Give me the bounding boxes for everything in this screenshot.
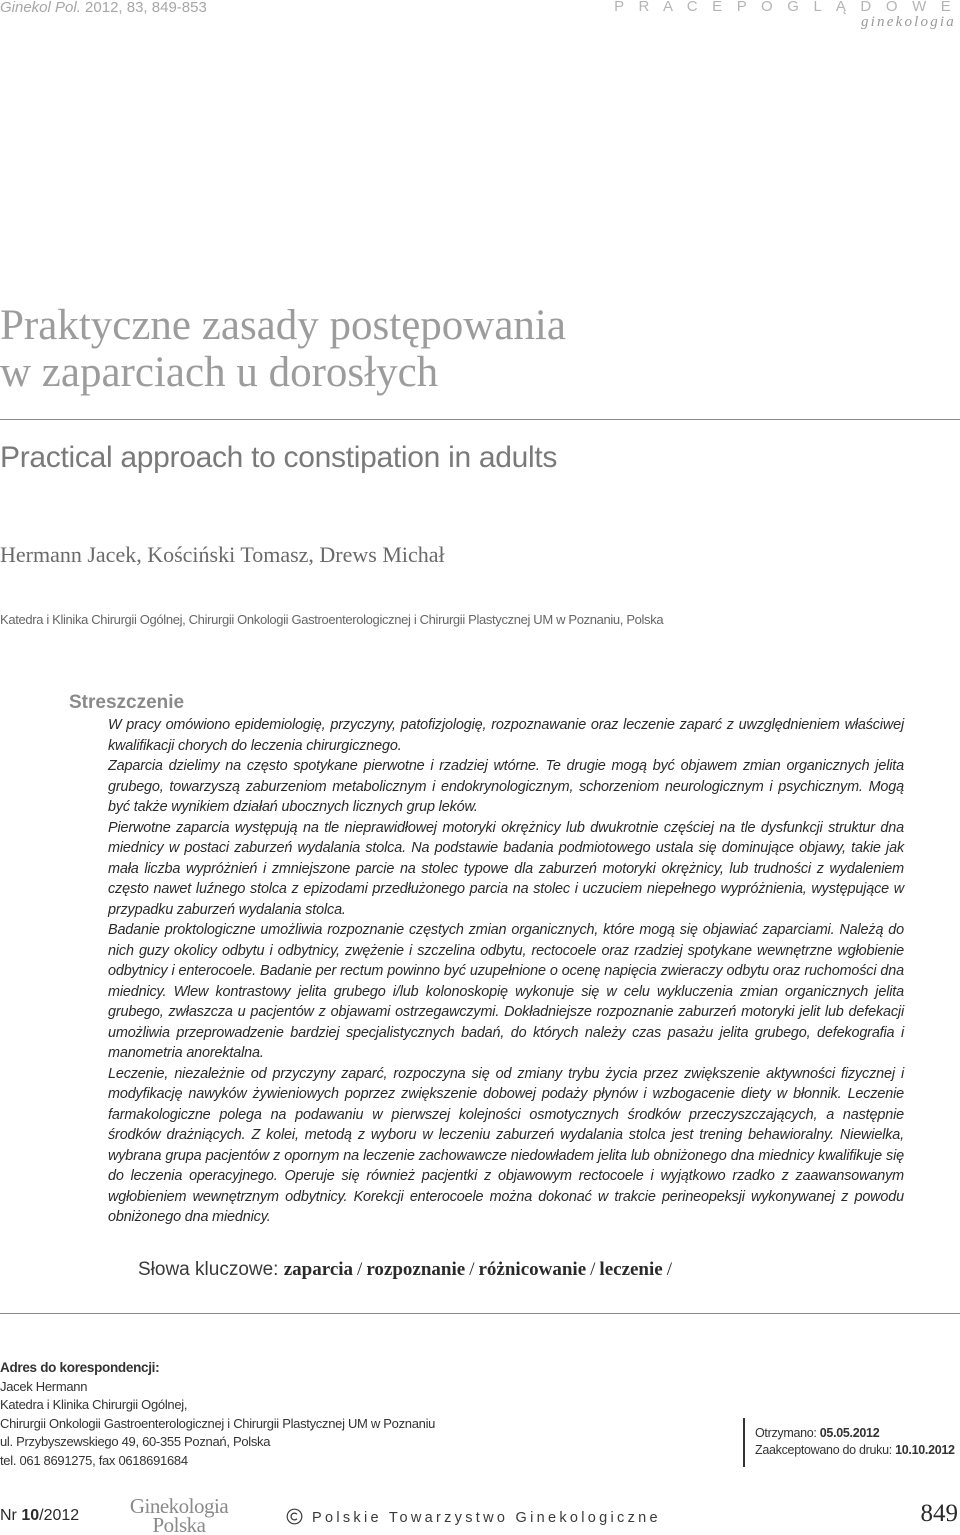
keyword-separator: / <box>357 1259 363 1280</box>
issue-prefix: Nr <box>0 1507 22 1524</box>
authors: Hermann Jacek, Kościński Tomasz, Drews Michał <box>0 542 445 567</box>
accepted-label: Zaakceptowano do druku: <box>755 1443 896 1457</box>
section-header <box>614 0 956 31</box>
keywords-divider <box>0 1313 960 1314</box>
society-name <box>286 1508 661 1526</box>
keyword-separator: / <box>469 1259 475 1280</box>
title-polish <box>0 302 900 396</box>
received-value: 05.05.2012 <box>819 1426 880 1440</box>
received-date <box>755 1425 955 1442</box>
keywords <box>138 1259 676 1281</box>
keyword: różnicowanie <box>478 1259 587 1280</box>
manuscript-dates <box>755 1425 955 1459</box>
keyword: rozpoznanie <box>366 1259 466 1280</box>
abstract-body <box>108 715 904 1228</box>
page-number: 849 <box>920 1500 958 1527</box>
keywords-label: Słowa kluczowe: <box>138 1259 284 1280</box>
keyword-separator: / <box>666 1259 672 1280</box>
dates-bar <box>743 1418 745 1467</box>
received-label: Otrzymano: <box>755 1426 820 1440</box>
journal-abbreviation: Ginekol Pol. <box>0 0 81 16</box>
citation-header <box>0 0 207 16</box>
accepted-date <box>755 1442 955 1459</box>
issue-number-value: 10 <box>21 1507 40 1524</box>
title-english: Practical approach to constipation in adults <box>0 441 558 474</box>
abstract-paragraph: Zaparcia dzielimy na często spotykane pierwotne i rzadziej wtórne. Te drugie mogą być objawem zmian organicznych jelita grubego, towarzyszą zaburzeniom metabolicznym i endokrynologicznym, schorzeniom neurologicznym i psychicznym. Mogą być także wynikiem działań ubocznych licznych grup leków. <box>108 758 904 815</box>
section-label: P R A C E P O G L Ą D O W E <box>614 0 956 15</box>
abstract-heading: Streszczenie <box>69 692 185 713</box>
correspondence-line: ul. Przybyszewskiego 49, 60-355 Poznań, Polska <box>0 1434 271 1449</box>
keyword: zaparcia <box>283 1259 354 1280</box>
correspondence-line: Jacek Hermann <box>0 1378 88 1394</box>
title-divider <box>0 419 960 420</box>
logo-line1: Ginekologia <box>129 1494 229 1518</box>
issue-number <box>0 1507 79 1525</box>
society-label: Polskie Towarzystwo Ginekologiczne <box>312 1510 661 1526</box>
title-polish-line1: Praktyczne zasady postępowania <box>0 302 566 349</box>
accepted-value: 10.10.2012 <box>895 1443 955 1457</box>
journal-name: ginekologia <box>860 14 956 30</box>
keyword: leczenie <box>599 1259 663 1280</box>
correspondence-address <box>0 1359 500 1470</box>
title-polish-line2: w zaparciach u dorosłych <box>0 349 439 396</box>
keyword-separator: / <box>590 1259 596 1280</box>
abstract-paragraph: Pierwotne zaparcia występują na tle nieprawidłowej motoryki okrężnicy lub dwukrotnie częściej na tle dysfunkcji struktur dna miednicy w postaci zaburzeń wydalania stolca. Na podstawie badania podmiotowego ustala się dominujące objawy, takie jak mała liczba wypróżnień i zmniejszone parcie na stolec typowe dla zaburzeń motoryki okrężnicy, lub trudności z wydaleniem często nawet luźnego stolca z epizodami przedłużonego parcia na stolec i uczuciem niepełnego wypróżnienia, występujące w przypadku zaburzeń wydalania stolca. <box>108 819 904 918</box>
abstract-paragraph: Badanie proktologiczne umożliwia rozpoznanie częstych zmian organicznych, które mogą się objawiać zaparciami. Należą do nich guzy okolicy odbytu i odbytnicy, zwężenie i szczelina odbytu, rectocoele oraz rzadziej spotykane wewnętrzne wgłobienie odbytnicy i enterocoele. Badanie per rectum powinno być uzupełnione o ocenę napięcia zwieraczy odbytu oraz ruchomości dna miednicy. Wlew kontrastowy jelita grubego i/lub kolonoskopię wykonuje się w celu wykluczenia zmian organicznych jelita grubego, zwłaszcza u pacjentów z objawami ostrzegawczymi. Dokładniejsze rozpoznanie zaburzeń motoryki jelit lub defekacji umożliwia przeprowadzenie bardziej specjalistycznych badań, do których należy czas pasażu jelita grubego, defekografia i manometria anorektalna. <box>108 922 904 1061</box>
copyright-icon <box>286 1508 303 1525</box>
correspondence-heading: Adres do korespondencji: <box>0 1360 160 1375</box>
correspondence-line: Katedra i Klinika Chirurgii Ogólnej, <box>0 1397 188 1412</box>
journal-logo <box>118 1496 240 1535</box>
issue-year: /2012 <box>39 1507 80 1524</box>
citation-details: 2012, 83, 849-853 <box>80 0 207 16</box>
correspondence-line: tel. 061 8691275, fax 0618691684 <box>0 1452 188 1468</box>
correspondence-line: Chirurgii Onkologii Gastroenterologicznej i Chirurgii Plastycznej UM w Poznaniu <box>0 1415 436 1431</box>
abstract-paragraph: Leczenie, niezależnie od przyczyny zaparć, rozpoczyna się od zmiany trybu życia przez zwiększenie aktywności fizycznej i modyfikację nawyków żywieniowych poprzez zwiększenie dobowej podaży płynów i wzbogacenie diety w błonnik. Leczenie farmakologiczne polega na podawaniu w pierwszej kolejności osmotycznych środków przeczyszczających, a następnie środków drażniących. Z kolei, metodą z wyboru w leczeniu zaburzeń wydalania stolca jest trening behawioralny. Niewielka, wybrana grupa pacjentów z opornym na leczenie zachowawcze niedowładem jelita lub obniżonego dna miednicy kwalifikuje się do leczenia operacyjnego. Operuje się również pacjentki z objawowym rectocoele i wyjątkowo rzadko z zaawansowanym wgłobieniem wewnętrznym odbytnicy. Korekcji enterocoele można dokonać w trakcie perineopeksji wykonywanej z powodu obniżonego dna miednicy. <box>108 1065 904 1225</box>
logo-line2: Polska <box>152 1513 206 1535</box>
abstract-paragraph: W pracy omówiono epidemiologię, przyczyny, patofizjologię, rozpoznawanie oraz leczenie zaparć z uwzględnieniem właściwej kwalifikacji chorych do leczenia chirurgicznego. <box>108 717 904 754</box>
affiliation: Katedra i Klinika Chirurgii Ogólnej, Chirurgii Onkologii Gastroenterologicznej i Chirurgii Plastycznej UM w Poznaniu, Polska <box>0 612 664 627</box>
